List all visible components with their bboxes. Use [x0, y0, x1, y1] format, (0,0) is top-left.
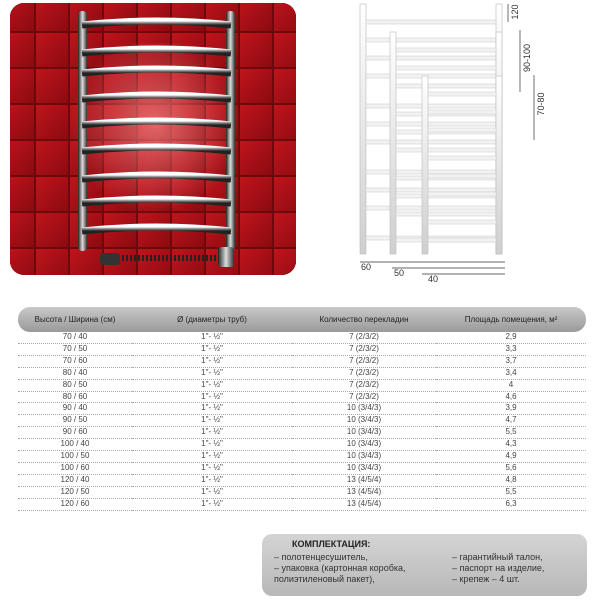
table-cell: 70 / 60 [18, 355, 132, 367]
wall-tile [36, 213, 68, 247]
diagram-rail [366, 20, 496, 24]
towel-bar [82, 199, 231, 203]
kit-title: КОМПЛЕКТАЦИЯ: [292, 539, 371, 549]
width-label-60: 60 [361, 262, 372, 272]
table-row [18, 498, 586, 510]
diagram-rail [366, 170, 496, 174]
table-cell: 4 [436, 379, 586, 391]
diagram-rail [366, 74, 496, 78]
table-header-row [18, 307, 586, 332]
wall-tile [10, 3, 34, 31]
towel-bar [82, 121, 231, 125]
table-cell: 1"- ½" [132, 403, 292, 415]
towel-bar [82, 95, 231, 99]
diagram-rail [366, 38, 496, 42]
table-cell: 100 / 40 [18, 439, 132, 451]
table-cell: 7 (2/3/2) [292, 391, 436, 403]
table-cell: 4,6 [436, 391, 586, 403]
table-cell: 7 (2/3/2) [292, 367, 436, 379]
diagram-rail [366, 56, 496, 60]
wall-tile [240, 105, 272, 139]
diagram-rail [428, 92, 496, 96]
wall-tile [36, 177, 68, 211]
wall-tile [104, 3, 136, 31]
wall-tile [10, 69, 34, 103]
diagram-rail [496, 76, 502, 254]
kit-item: – полотенцесушитель, [274, 552, 368, 562]
table-row [18, 367, 586, 379]
diagram-rail [396, 84, 496, 88]
table-cell: 3,9 [436, 403, 586, 415]
table-cell: 5,6 [436, 462, 586, 474]
diagram-rail [422, 76, 428, 254]
wall-tile [240, 33, 272, 67]
table-cell: 1"- ½" [132, 451, 292, 463]
header-pipe-diameter: Ø (диаметры труб) [132, 307, 292, 332]
wall-tile [274, 141, 296, 175]
diagram-rail [366, 206, 496, 210]
table-cell: 1"- ½" [132, 439, 292, 451]
wall-tile [10, 213, 34, 247]
kit-item: – упаковка (картонная коробка, [274, 563, 406, 573]
table-cell: 1"- ½" [132, 486, 292, 498]
diagram-rail [360, 4, 366, 254]
table-cell: 13 (4/5/4) [292, 486, 436, 498]
wall-tile [172, 249, 204, 275]
header-room-area: Площадь помещения, м² [436, 307, 586, 332]
table-row [18, 379, 586, 391]
table-cell: 7 (2/3/2) [292, 332, 436, 343]
diagram-rail [428, 220, 496, 224]
table-cell: 2,9 [436, 332, 586, 343]
table-cell: 1"- ½" [132, 498, 292, 510]
width-label-40: 40 [428, 274, 439, 284]
table-row [18, 391, 586, 403]
header-height-width: Высота / Ширина (см) [18, 307, 132, 332]
wall-tile [274, 177, 296, 211]
right-rail [226, 11, 235, 251]
table-cell: 1"- ½" [132, 391, 292, 403]
kit-item: – паспорт на изделие, [452, 563, 545, 573]
table-cell: 80 / 60 [18, 391, 132, 403]
wall-tile [70, 249, 102, 275]
table-cell: 90 / 50 [18, 415, 132, 427]
table-cell: 10 (3/4/3) [292, 451, 436, 463]
wall-tile [36, 69, 68, 103]
table-row [18, 415, 586, 427]
table-cell: 90 / 60 [18, 427, 132, 439]
kit-right-column [442, 552, 544, 585]
table-cell: 1"- ½" [132, 415, 292, 427]
towel-bar [82, 227, 231, 231]
wall-tile [10, 249, 34, 275]
table-cell: 1"- ½" [132, 343, 292, 355]
table-cell: 13 (4/5/4) [292, 474, 436, 486]
wall-tile [10, 33, 34, 67]
diagram-rail [366, 104, 496, 108]
spec-table [18, 307, 586, 511]
table-cell: 70 / 40 [18, 332, 132, 343]
table-row [18, 403, 586, 415]
wall-tile [274, 105, 296, 139]
table-row [18, 343, 586, 355]
table-row [18, 427, 586, 439]
table-cell: 7 (2/3/2) [292, 343, 436, 355]
wall-tile [36, 141, 68, 175]
table-cell: 10 (3/4/3) [292, 415, 436, 427]
table-cell: 1"- ½" [132, 474, 292, 486]
wall-tile [138, 249, 170, 275]
table-cell: 4,7 [436, 415, 586, 427]
diagram-rail [396, 212, 496, 216]
table-cell: 5,5 [436, 427, 586, 439]
diagram-rail [428, 238, 496, 242]
table-cell: 90 / 40 [18, 403, 132, 415]
towel-bar [82, 147, 231, 151]
wall-tile [36, 33, 68, 67]
wall-tile [10, 105, 34, 139]
wall-tile [240, 141, 272, 175]
table-row [18, 474, 586, 486]
kit-item: – крепеж – 4 шт. [452, 574, 520, 584]
table-cell: 10 (3/4/3) [292, 462, 436, 474]
table-cell: 10 (3/4/3) [292, 439, 436, 451]
table-cell: 7 (2/3/2) [292, 355, 436, 367]
height-label-90-100: 90-100 [522, 43, 532, 73]
table-row [18, 355, 586, 367]
diagram-rail [396, 148, 496, 152]
diagram-rail [428, 128, 496, 132]
wall-tile [240, 69, 272, 103]
diagram-rail [428, 110, 496, 114]
kit-left-column [274, 552, 442, 585]
diagram-rail [366, 188, 496, 192]
table-cell: 120 / 50 [18, 486, 132, 498]
diagram-rail [366, 140, 496, 144]
wall-tile [274, 213, 296, 247]
table-cell: 3,4 [436, 367, 586, 379]
towel-bar [82, 69, 231, 73]
table-row [18, 451, 586, 463]
wall-tile [10, 177, 34, 211]
table-cell: 80 / 40 [18, 367, 132, 379]
kit-item: – гарантийный талон, [452, 552, 543, 562]
table-cell: 100 / 60 [18, 462, 132, 474]
wall-tile [172, 3, 204, 31]
wall-tile [274, 69, 296, 103]
table-cell: 10 (3/4/3) [292, 403, 436, 415]
towel-bar [82, 49, 231, 53]
kit-box [262, 534, 587, 596]
table-cell: 4,9 [436, 451, 586, 463]
table-cell: 1"- ½" [132, 427, 292, 439]
diagram-rail [366, 122, 496, 126]
width-label-50: 50 [394, 268, 405, 278]
towel-bar [82, 175, 231, 179]
table-cell: 13 (4/5/4) [292, 498, 436, 510]
wall-tile [36, 3, 68, 31]
table-cell: 5,5 [436, 486, 586, 498]
height-label-70-80: 70-80 [536, 92, 546, 116]
table-cell: 1"- ½" [132, 332, 292, 343]
diagram-rail [428, 174, 496, 178]
kit-item: полиэтиленовый пакет), [274, 574, 375, 584]
table-row [18, 332, 586, 343]
wall-tile [36, 105, 68, 139]
table-row [18, 462, 586, 474]
towel-bar [82, 21, 231, 25]
table-cell: 3,3 [436, 343, 586, 355]
table-cell: 100 / 50 [18, 451, 132, 463]
table-cell: 80 / 50 [18, 379, 132, 391]
wall-tile [36, 249, 68, 275]
diagram-rail [396, 48, 496, 52]
table-cell: 7 (2/3/2) [292, 379, 436, 391]
diagram-rail [428, 156, 496, 160]
table-row [18, 439, 586, 451]
table-cell: 1"- ½" [132, 355, 292, 367]
wall-tile [274, 3, 296, 31]
table-cell: 1"- ½" [132, 462, 292, 474]
table-cell: 4,8 [436, 474, 586, 486]
table-cell: 1"- ½" [132, 367, 292, 379]
table-cell: 120 / 60 [18, 498, 132, 510]
wall-tile [240, 213, 272, 247]
table-cell: 1"- ½" [132, 379, 292, 391]
header-crossbar-count: Количество перекладин [292, 307, 436, 332]
dimension-diagram [340, 0, 600, 290]
diagram-rail [396, 66, 496, 70]
table-cell: 10 (3/4/3) [292, 427, 436, 439]
wall-tile [240, 3, 272, 31]
wall-tile [274, 249, 296, 275]
table-row [18, 486, 586, 498]
wall-tile [274, 33, 296, 67]
table-cell: 4,3 [436, 439, 586, 451]
wall-tile [240, 177, 272, 211]
left-rail [78, 11, 87, 251]
wall-tile [240, 249, 272, 275]
height-label-120: 120 [510, 4, 520, 20]
wall-tile [138, 3, 170, 31]
table-cell: 70 / 50 [18, 343, 132, 355]
product-photo [10, 3, 296, 275]
diagram-rail [428, 192, 496, 196]
diagram-rail [390, 32, 396, 254]
wall-tile [10, 141, 34, 175]
table-cell: 6,3 [436, 498, 586, 510]
table-cell: 120 / 40 [18, 474, 132, 486]
table-cell: 3,7 [436, 355, 586, 367]
